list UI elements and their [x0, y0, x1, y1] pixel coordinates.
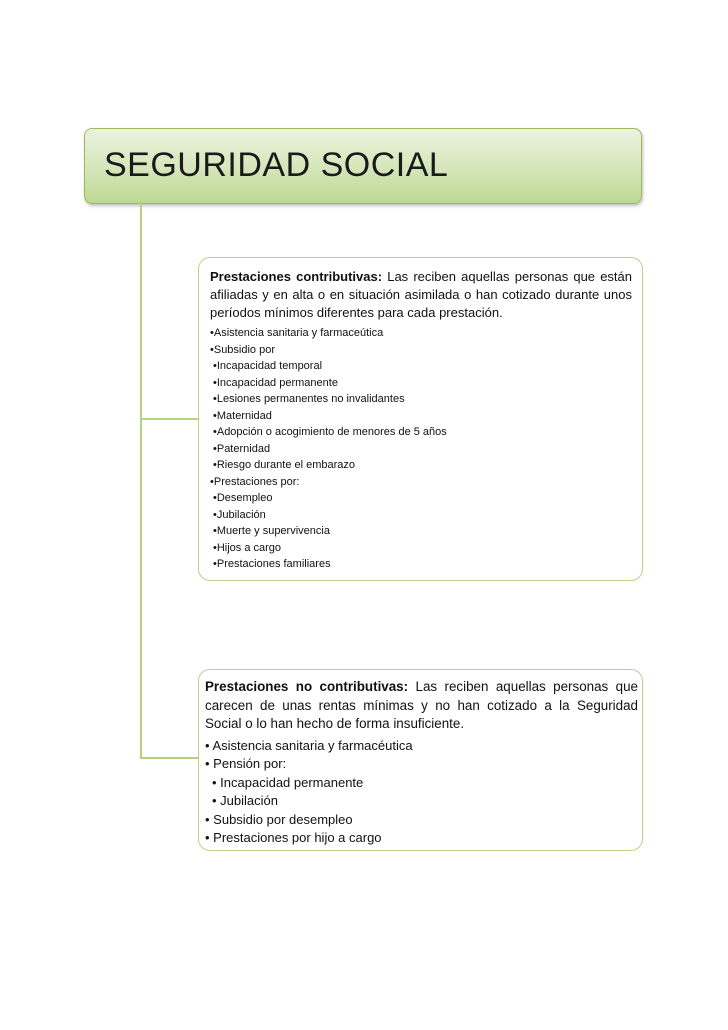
contributivas-list-item: •Paternidad — [213, 442, 271, 455]
contributivas-list-item: •Prestaciones familiares — [213, 558, 331, 570]
contributivas-list-item: •Jubilación — [213, 508, 266, 521]
contributivas-list-item: •Desempleo — [213, 492, 273, 504]
no-contributivas-list-item: • Pensión por: — [205, 756, 287, 772]
no-contributivas-box — [198, 669, 643, 851]
no-contributivas-lead — [205, 678, 638, 734]
contributivas-list-item: •Adopción o acogimiento de menores de 5 años — [213, 426, 447, 438]
connector-to-no-contributivas — [140, 757, 198, 759]
connector-to-contributivas — [140, 418, 198, 420]
no-contributivas-list — [205, 737, 638, 849]
no-contributivas-list-item: • Prestaciones por hijo a cargo — [205, 830, 382, 846]
contributivas-list-item: •Maternidad — [213, 409, 272, 422]
contributivas-list-item: •Subsidio por — [210, 343, 276, 356]
contributivas-list-item: •Incapacidad permanente — [213, 376, 338, 389]
contributivas-box — [198, 257, 643, 581]
no-contributivas-list-item: • Asistencia sanitaria y farmacéutica — [205, 737, 413, 753]
diagram-title: SEGURIDAD SOCIAL — [104, 146, 449, 184]
no-contributivas-list-item: • Subsidio por desempleo — [205, 811, 353, 827]
contributivas-heading: Prestaciones contributivas: — [210, 269, 383, 284]
no-contributivas-list-item: • Incapacidad permanente — [212, 774, 364, 790]
no-contributivas-list-item: • Jubilación — [212, 793, 278, 809]
contributivas-list-item: •Incapacidad temporal — [213, 360, 323, 372]
connector-vertical — [140, 202, 142, 757]
contributivas-list-item: •Asistencia sanitaria y farmaceútica — [210, 327, 384, 339]
no-contributivas-description: Las reciben aquellas personas que carecen de unas rentas mínimas y no han cotizado a la Seguridad Social o lo han hecho de forma insuficiente. — [205, 679, 638, 731]
contributivas-list-item: •Hijos a cargo — [213, 541, 282, 554]
contributivas-list-item: •Prestaciones por: — [210, 475, 300, 488]
contributivas-description: Las reciben aquellas personas que están afiliadas y en alta o en situación asimilada o han cotizado durante unos períodos mínimos diferentes para cada prestación. — [210, 269, 632, 320]
no-contributivas-heading: Prestaciones no contributivas: — [205, 679, 409, 694]
contributivas-list-item: •Riesgo durante el embarazo — [213, 459, 356, 471]
contributivas-lead — [210, 268, 632, 322]
contributivas-list-item: •Lesiones permanentes no invalidantes — [213, 393, 405, 405]
contributivas-list-item: •Muerte y supervivencia — [213, 525, 330, 537]
contributivas-list — [210, 325, 632, 573]
